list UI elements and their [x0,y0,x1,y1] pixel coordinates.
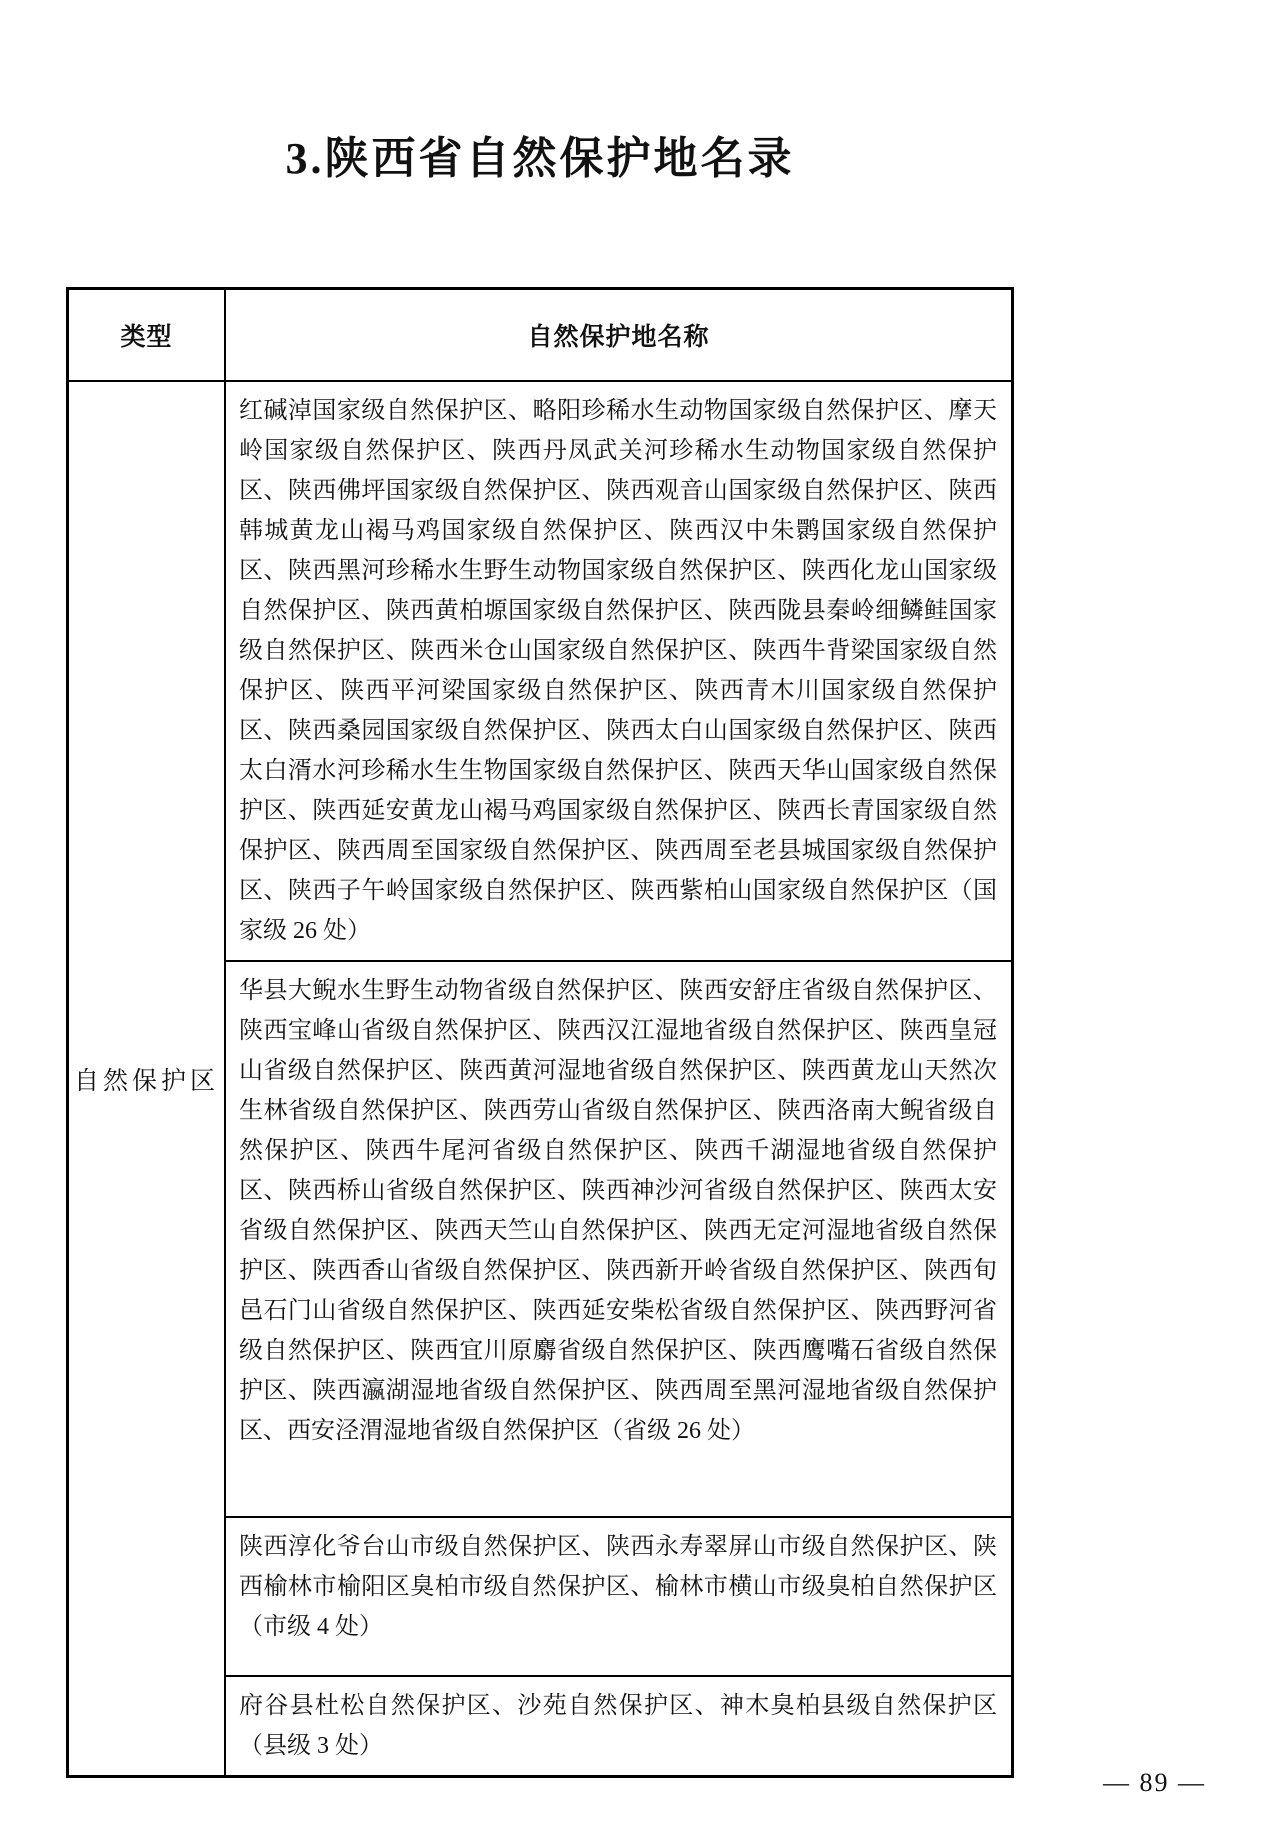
table-body [68,381,1013,1777]
page-title: 3.陕西省自然保护地名录 [285,134,795,183]
protected-areas-table [66,287,1014,1778]
table-row [68,381,1013,961]
table-header-row [68,289,1013,382]
entries-provincial-level: 华县大鲵水生野生动物省级自然保护区、陕西安舒庄省级自然保护区、陕西宝峰山省级自然保护区、陕西汉江湿地省级自然保护区、陕西皇冠山省级自然保护区、陕西黄河湿地省级自然保护区、陕西黄龙山天然次生林省级自然保护区、陕西劳山省级自然保护区、陕西洛南大鲵省级自然保护区、陕西牛尾河省级自然保护区、陕西千湖湿地省级自然保护区、陕西桥山省级自然保护区、陕西神沙河省级自然保护区、陕西太安省级自然保护区、陕西天竺山自然保护区、陕西无定河湿地省级自然保护区、陕西香山省级自然保护区、陕西新开岭省级自然保护区、陕西旬邑石门山省级自然保护区、陕西延安柴松省级自然保护区、陕西野河省级自然保护区、陕西宜川原麝省级自然保护区、陕西鹰嘴石省级自然保护区、陕西瀛湖湿地省级自然保护区、陕西周至黑河湿地省级自然保护区、西安泾渭湿地省级自然保护区（省级 26 处） [225,961,1013,1517]
column-header-name: 自然保护地名称 [225,289,1013,382]
type-label-nature-reserve: 自然保护区 [68,381,226,1777]
page-number: — 89 — [1103,1768,1206,1797]
entries-national-level: 红碱淖国家级自然保护区、略阳珍稀水生动物国家级自然保护区、摩天岭国家级自然保护区、陕西丹凤武关河珍稀水生动物国家级自然保护区、陕西佛坪国家级自然保护区、陕西观音山国家级自然保护区、陕西韩城黄龙山褐马鸡国家级自然保护区、陕西汉中朱鹮国家级自然保护区、陕西黑河珍稀水生野生动物国家级自然保护区、陕西化龙山国家级自然保护区、陕西黄柏塬国家级自然保护区、陕西陇县秦岭细鳞鲑国家级自然保护区、陕西米仓山国家级自然保护区、陕西牛背梁国家级自然保护区、陕西平河梁国家级自然保护区、陕西青木川国家级自然保护区、陕西桑园国家级自然保护区、陕西太白山国家级自然保护区、陕西太白湑水河珍稀水生生物国家级自然保护区、陕西天华山国家级自然保护区、陕西延安黄龙山褐马鸡国家级自然保护区、陕西长青国家级自然保护区、陕西周至国家级自然保护区、陕西周至老县城国家级自然保护区、陕西子午岭国家级自然保护区、陕西紫柏山国家级自然保护区（国家级 26 处） [225,381,1013,961]
table-header [68,289,1013,382]
entries-city-level: 陕西淳化爷台山市级自然保护区、陕西永寿翠屏山市级自然保护区、陕西榆林市榆阳区臭柏市级自然保护区、榆林市横山市级臭柏自然保护区（市级 4 处） [225,1517,1013,1676]
column-header-type: 类型 [68,289,226,382]
entries-county-level: 府谷县杜松自然保护区、沙苑自然保护区、神木臭柏县级自然保护区（县级 3 处） [225,1676,1013,1777]
